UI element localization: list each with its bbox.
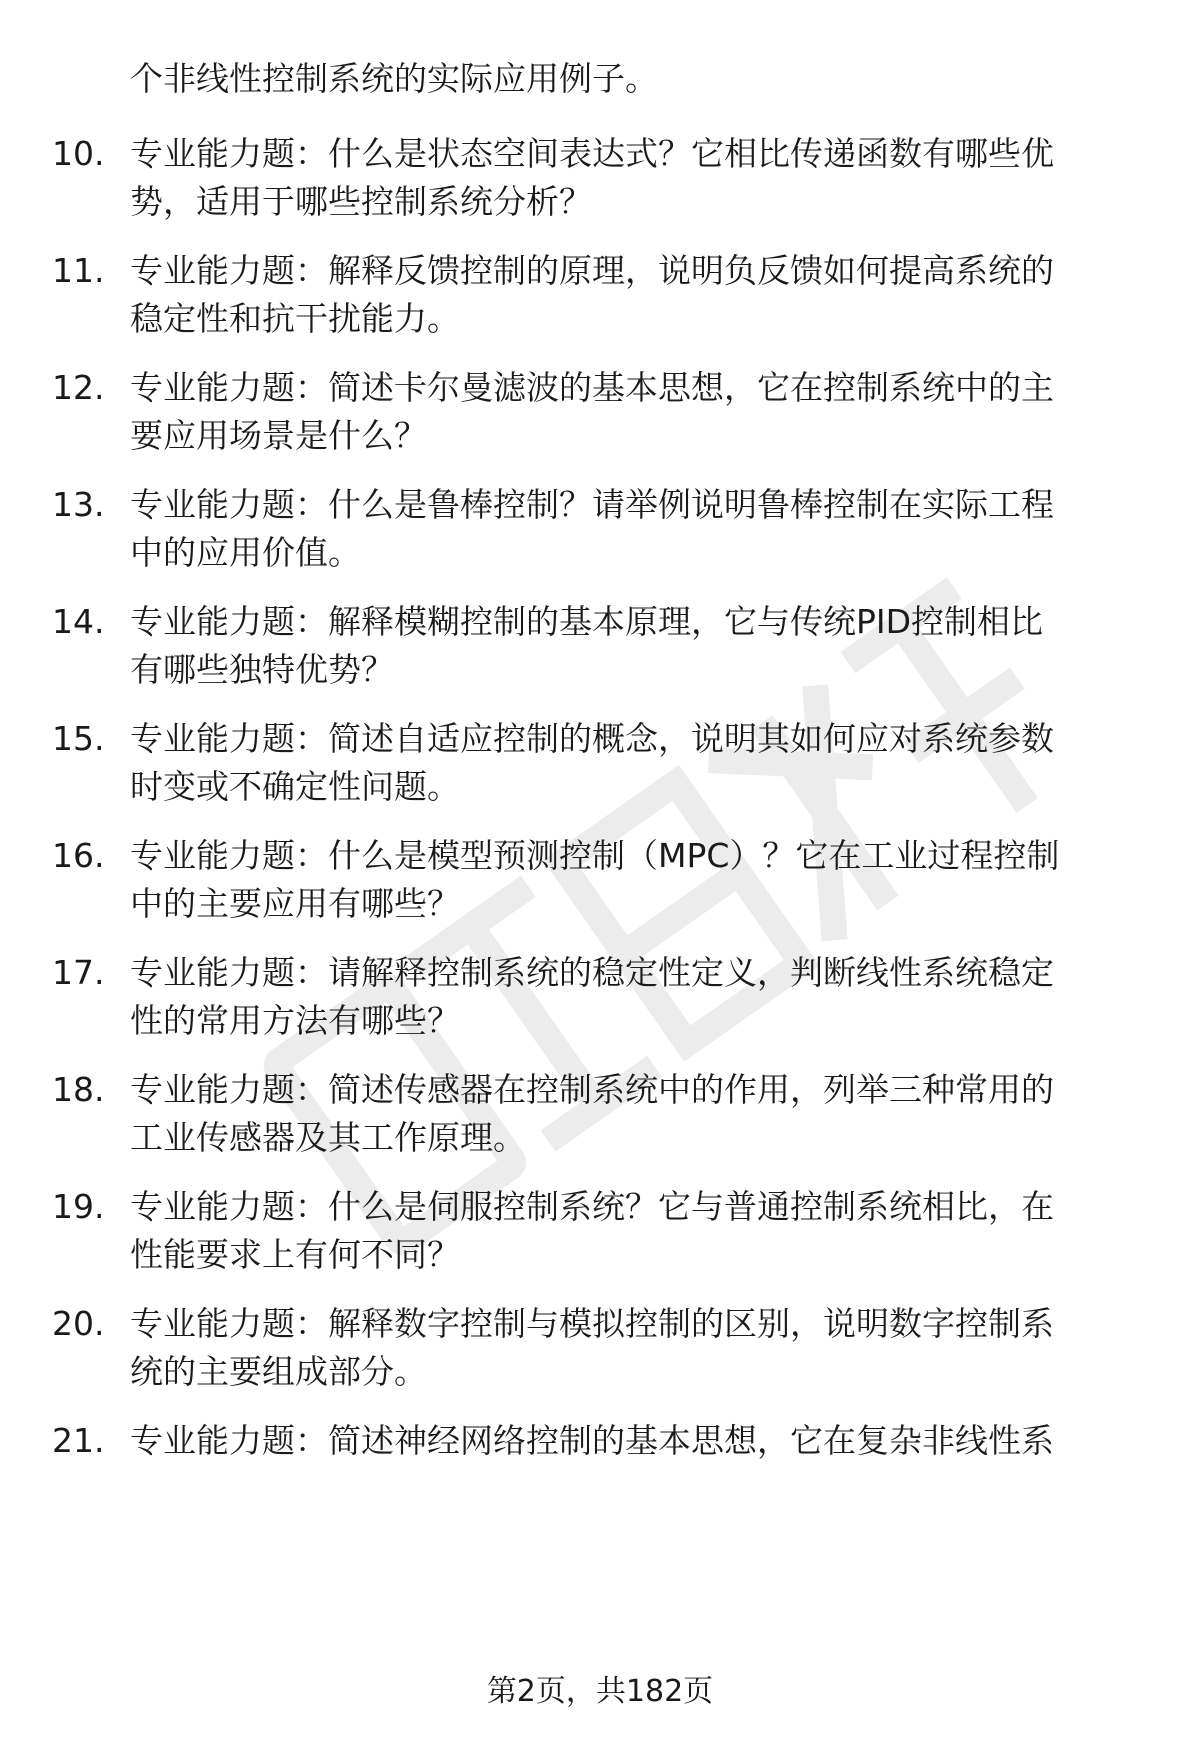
question-text [130,130,1150,226]
question-line: 势，适用于哪些控制系统分析？ [130,182,592,221]
question-text [130,364,1150,460]
question-line: 专业能力题：什么是伺服控制系统？它与普通控制系统相比，在 [130,1187,1054,1226]
question-line: 专业能力题：解释反馈控制的原理，说明负反馈如何提高系统的 [130,251,1054,290]
question-line: 专业能力题：简述传感器在控制系统中的作用，列举三种常用的 [130,1070,1054,1109]
question-line: 性能要求上有何不同？ [130,1235,460,1274]
question-line: 要应用场景是什么？ [130,416,427,455]
question-line: 性的常用方法有哪些？ [130,1001,460,1040]
question-line: 中的应用价值。 [130,533,361,572]
question-line: 专业能力题：简述神经网络控制的基本思想，它在复杂非线性系 [130,1421,1054,1460]
question-text [130,1183,1150,1279]
question-line: 中的主要应用有哪些？ [130,884,460,923]
question-text [130,1066,1150,1162]
question-line: 工业传感器及其工作原理。 [130,1118,526,1157]
question-text [130,715,1150,811]
question-number: 10. [52,134,105,173]
question-text [130,832,1150,928]
question-number: 13. [52,485,105,524]
question-line: 专业能力题：什么是状态空间表达式？它相比传递函数有哪些优 [130,134,1054,173]
question-line: 统的主要组成部分。 [130,1352,427,1391]
intro-continuation: 个非线性控制系统的实际应用例子。 [130,59,658,98]
question-line: 专业能力题：解释数字控制与模拟控制的区别，说明数字控制系 [130,1304,1054,1343]
question-number: 21. [52,1421,105,1460]
question-number: 18. [52,1070,105,1109]
question-line: 专业能力题：解释模糊控制的基本原理，它与传统PID控制相比 [130,602,1044,641]
question-number: 20. [52,1304,105,1343]
question-number: 19. [52,1187,105,1226]
question-text [130,1417,1150,1465]
question-line: 专业能力题：请解释控制系统的稳定性定义，判断线性系统稳定 [130,953,1054,992]
question-number: 16. [52,836,105,875]
question-line: 专业能力题：简述卡尔曼滤波的基本思想，它在控制系统中的主 [130,368,1054,407]
question-line: 专业能力题：什么是鲁棒控制？请举例说明鲁棒控制在实际工程 [130,485,1054,524]
question-line: 有哪些独特优势？ [130,650,394,689]
question-text [130,1300,1150,1396]
question-line: 时变或不确定性问题。 [130,767,460,806]
question-number: 17. [52,953,105,992]
question-number: 14. [52,602,105,641]
page-footer: 第2页，共182页 [486,1674,714,1709]
question-line: 专业能力题：简述自适应控制的概念，说明其如何应对系统参数 [130,719,1054,758]
question-number: 11. [52,251,105,290]
question-line: 专业能力题：什么是模型预测控制（MPC）？它在工业过程控制 [130,836,1060,875]
question-line: 稳定性和抗干扰能力。 [130,299,460,338]
question-number: 15. [52,719,105,758]
question-text [130,598,1150,694]
question-text [130,949,1150,1045]
question-text [130,481,1150,577]
question-text [130,247,1150,343]
question-number: 12. [52,368,105,407]
